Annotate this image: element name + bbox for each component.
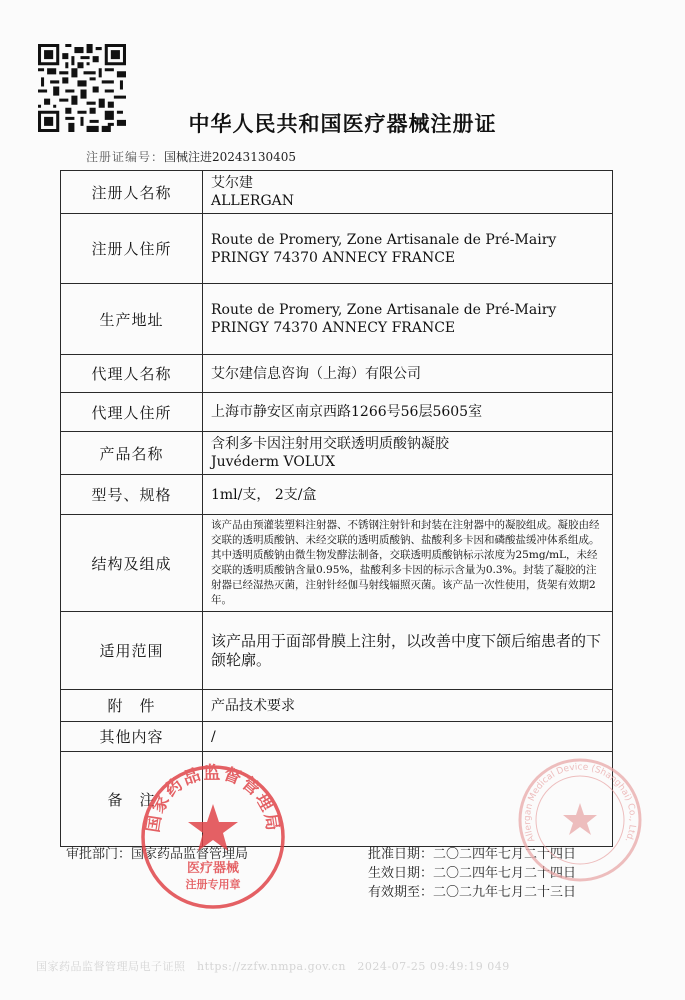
row-label: 备 注: [61, 752, 203, 847]
row-value: Route de Promery, Zone Artisanale de Pré-Mairy PRINGY 74370 ANNECY FRANCE: [203, 214, 613, 284]
row-label: 型号、规格: [61, 475, 203, 515]
row-label: 附 件: [61, 690, 203, 722]
row-value: /: [203, 722, 613, 752]
table-row: [61, 432, 613, 475]
row-label: 代理人住所: [61, 393, 203, 432]
document-title: 中华人民共和国医疗器械注册证: [188, 112, 497, 136]
footer-watermark: 国家药品监督管理局电子证照 https://zzfw.nmpa.gov.cn 2024-07-25 09:49:19 049: [36, 960, 510, 973]
table-row: [61, 690, 613, 722]
table-row: [61, 171, 613, 214]
row-value: 该产品由预灌装塑料注射器、不锈钢注射针和封装在注射器中的凝胶组成。凝胶由经交联的透明质酸钠、未经交联的透明质酸钠、盐酸利多卡因和磷酸盐缓冲体系组成。其中透明质酸钠由微生物发酵法制备，交联透明质酸钠标示浓度为25mg/mL，未经交联的透明质酸钠含量0.95%，盐酸利多卡因的标示含量为0.3%。封装了凝胶的注射器已经湿热灭菌，注射针经伽马射线辐照灭菌。该产品一次性使用，货架有效期2年。: [203, 515, 613, 612]
row-value: 产品技术要求: [203, 690, 613, 722]
registrant-name-cn: 艾尔建: [211, 175, 253, 191]
table-row: [61, 355, 613, 393]
registration-number-label: 注册证编号：: [86, 150, 165, 164]
registration-number-line: [86, 148, 296, 165]
seal-outer-text: 国家药品监督管理局: [143, 763, 283, 834]
row-label: 代理人名称: [61, 355, 203, 393]
row-value: 该产品用于面部骨膜上注射，以改善中度下颌后缩患者的下颌轮廓。: [203, 612, 613, 690]
expiry-date-label: 有效期至：: [368, 885, 434, 900]
row-label: 产品名称: [61, 432, 203, 475]
agent-seal: [515, 755, 645, 885]
product-name-en: Juvéderm VOLUX: [211, 454, 336, 470]
approval-authority-label: 审批部门：: [66, 847, 132, 862]
table-row: [61, 612, 613, 690]
official-seal: [138, 762, 288, 912]
row-value: [203, 432, 613, 475]
table-row: [61, 284, 613, 355]
approval-date-label: 批准日期：: [368, 847, 434, 862]
seal-inner-line1: 医疗器械: [186, 861, 240, 876]
agent-seal-text: Allergan Medical Device (Shanghai) Co., Ltd.: [522, 762, 638, 844]
registration-number: 国械注进20243130405: [164, 150, 296, 164]
table-row: [61, 214, 613, 284]
table-row: [61, 475, 613, 515]
effective-date: 二〇二四年七月二十四日: [433, 866, 577, 881]
row-value: [203, 171, 613, 214]
row-label: 注册人名称: [61, 171, 203, 214]
seal-inner-line2: 注册专用章: [185, 878, 241, 891]
approval-authority: 国家药品监督管理局: [131, 847, 249, 862]
product-name-cn: 含利多卡因注射用交联透明质酸钠凝胶: [211, 436, 449, 452]
row-value: 1ml/支， 2支/盒: [203, 475, 613, 515]
row-label: 生产地址: [61, 284, 203, 355]
table-row: [61, 722, 613, 752]
registrant-name-en: ALLERGAN: [211, 193, 295, 209]
row-label: 适用范围: [61, 612, 203, 690]
expiry-date: 二〇二九年七月二十三日: [433, 885, 577, 900]
row-value: Route de Promery, Zone Artisanale de Pré-Mairy PRINGY 74370 ANNECY FRANCE: [203, 284, 613, 355]
row-label: 其他内容: [61, 722, 203, 752]
row-label: 注册人住所: [61, 214, 203, 284]
row-label: 结构及组成: [61, 515, 203, 612]
table-row: [61, 515, 613, 612]
seal-star-icon: [188, 804, 238, 851]
effective-date-label: 生效日期：: [368, 866, 434, 881]
agent-seal-star-icon: [563, 803, 597, 835]
row-value: 艾尔建信息咨询（上海）有限公司: [203, 355, 613, 393]
approval-date: 二〇二四年七月二十四日: [433, 847, 577, 862]
row-value: 上海市静安区南京西路1266号56层5605室: [203, 393, 613, 432]
table-row: [61, 393, 613, 432]
certificate-table: [60, 170, 613, 847]
